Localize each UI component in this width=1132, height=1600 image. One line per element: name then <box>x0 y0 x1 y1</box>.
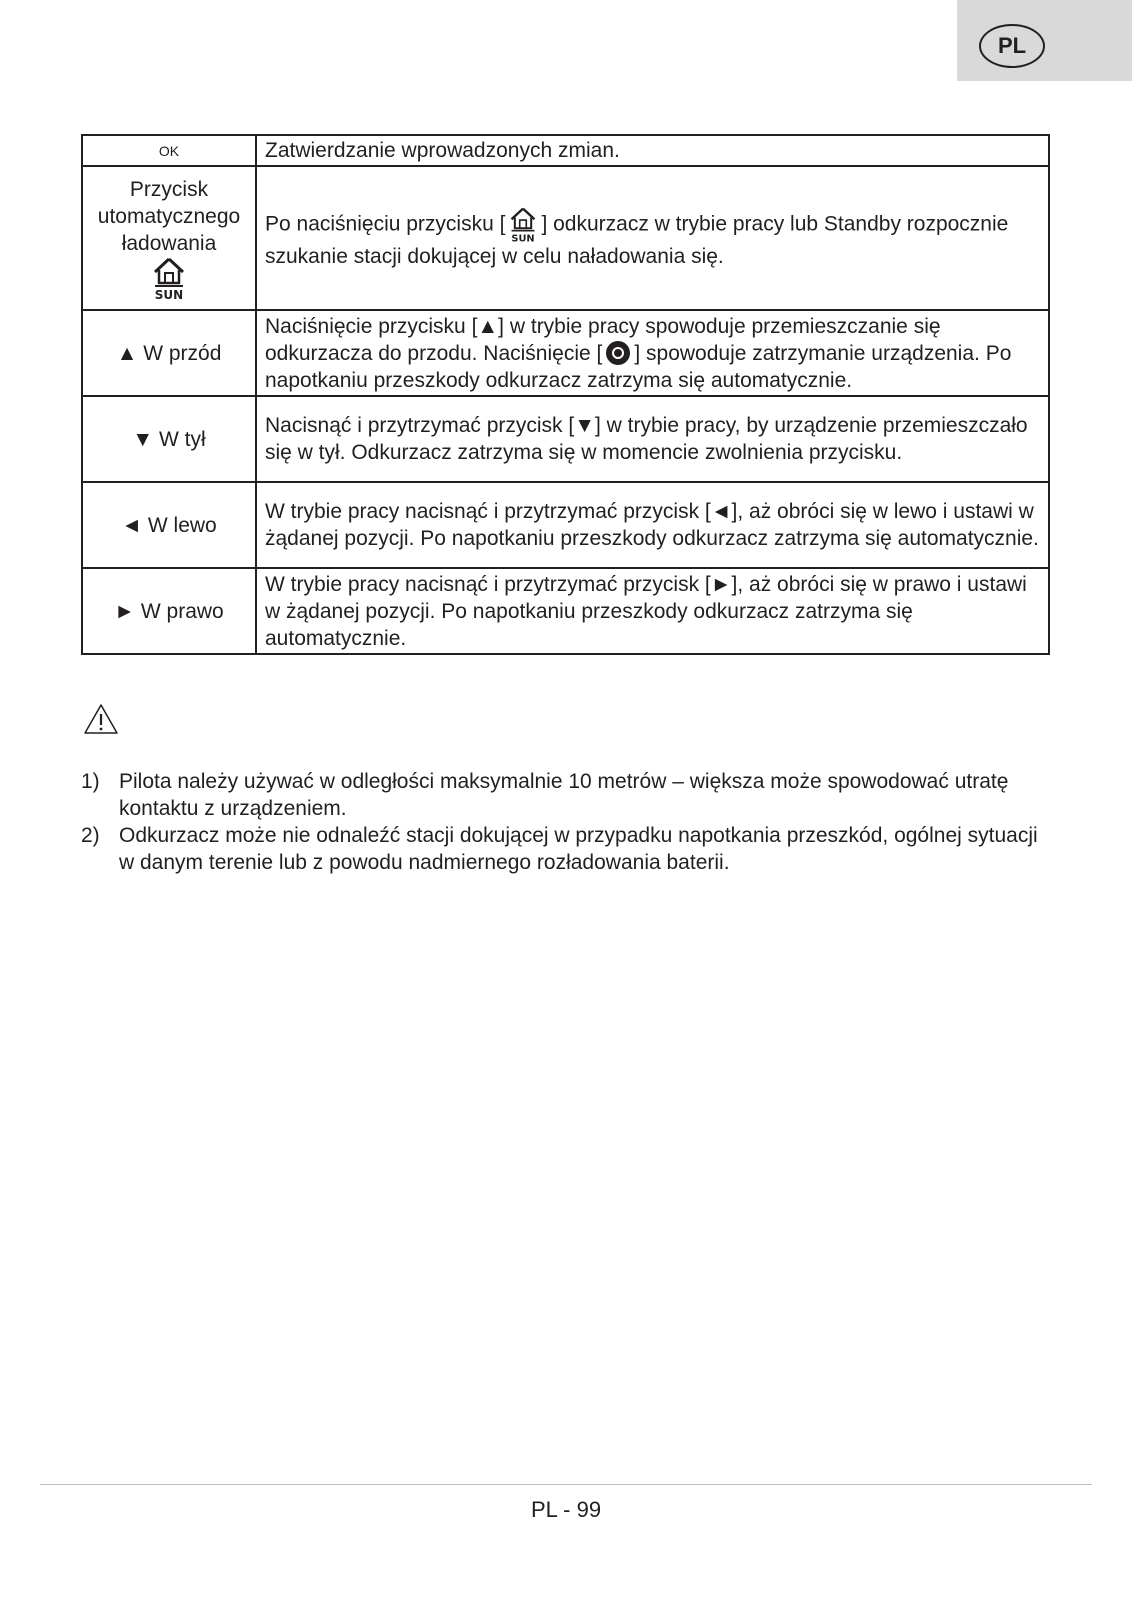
language-tab <box>957 0 1132 81</box>
value-cell: W trybie pracy nacisnąć i przytrzymać przycisk [►], aż obróci się w prawo i ustawi w żądanej pozycji. Po napotkaniu przeszkody odkurzacz zatrzyma się automatycznie. <box>256 568 1049 654</box>
notes-list <box>81 768 1041 876</box>
home-sun-icon <box>509 207 537 243</box>
value-cell: Naciśnięcie przycisku [▲] w trybie pracy spowoduje przemieszczanie się odkurzacza do przodu. Naciśnięcie [ ] spowoduje zatrzymanie urządzenia. Po napotkaniu przeszkody odkurzacz zatrzyma się automatycznie. <box>256 310 1049 396</box>
page-number: PL - 99 <box>530 1497 602 1522</box>
value-cell: Zatwierdzanie wprowadzonych zmian. <box>256 135 1049 166</box>
list-item <box>81 768 1041 822</box>
key-label-line: utomatycznego <box>97 204 241 228</box>
key-cell: ► W prawo <box>82 568 256 654</box>
stop-button-icon <box>606 341 630 365</box>
key-label: OK <box>158 143 180 159</box>
home-sun-icon <box>152 257 186 301</box>
list-text: Odkurzacz może nie odnaleźć stacji dokującej w przypadku napotkania przeszkód, ogólnej sytuacji w danym terenie lub z powodu nadmiernego rozładowania baterii. <box>119 824 1038 874</box>
list-text: Pilota należy używać w odległości maksymalnie 10 metrów – większa może spowodować utratę kontaktu z urządzeniem. <box>119 770 1009 820</box>
key-cell: ◄ W lewo <box>82 482 256 568</box>
key-cell: ▼ W tył <box>82 396 256 482</box>
list-number: 1) <box>81 770 100 793</box>
language-badge: PL <box>979 24 1045 68</box>
value-cell: Po naciśnięciu przycisku [ SUN ] odkurzacz w trybie pracy lub Standby rozpocznie szukanie stacji dokującej w celu naładowania się. <box>256 166 1049 310</box>
value-cell: W trybie pracy nacisnąć i przytrzymać przycisk [◄], aż obróci się w lewo i ustawi w żądanej pozycji. Po napotkaniu przeszkody odkurzacz zatrzyma się automatycznie. <box>256 482 1049 568</box>
svg-text:SUN: SUN <box>154 287 184 301</box>
value-cell: Nacisnąć i przytrzymać przycisk [▼] w trybie pracy, by urządzenie przemieszczało się w tył. Odkurzacz zatrzyma się w momencie zwolnienia przycisku. <box>256 396 1049 482</box>
warning-triangle-icon <box>83 703 119 740</box>
table-row <box>82 396 1049 482</box>
table-row <box>82 166 1049 310</box>
table-row <box>82 482 1049 568</box>
table-row <box>82 135 1049 166</box>
key-label-line: ładowania <box>121 231 217 255</box>
table-row <box>82 568 1049 654</box>
list-number: 2) <box>81 824 100 847</box>
footer-divider <box>40 1484 1092 1485</box>
remote-functions-table <box>81 134 1050 655</box>
svg-text:SUN: SUN <box>511 232 536 243</box>
table-row <box>82 310 1049 396</box>
key-label-line: Przycisk <box>129 177 209 201</box>
key-cell <box>82 135 256 166</box>
key-cell <box>82 166 256 310</box>
list-item <box>81 822 1041 876</box>
key-cell: ▲ W przód <box>82 310 256 396</box>
